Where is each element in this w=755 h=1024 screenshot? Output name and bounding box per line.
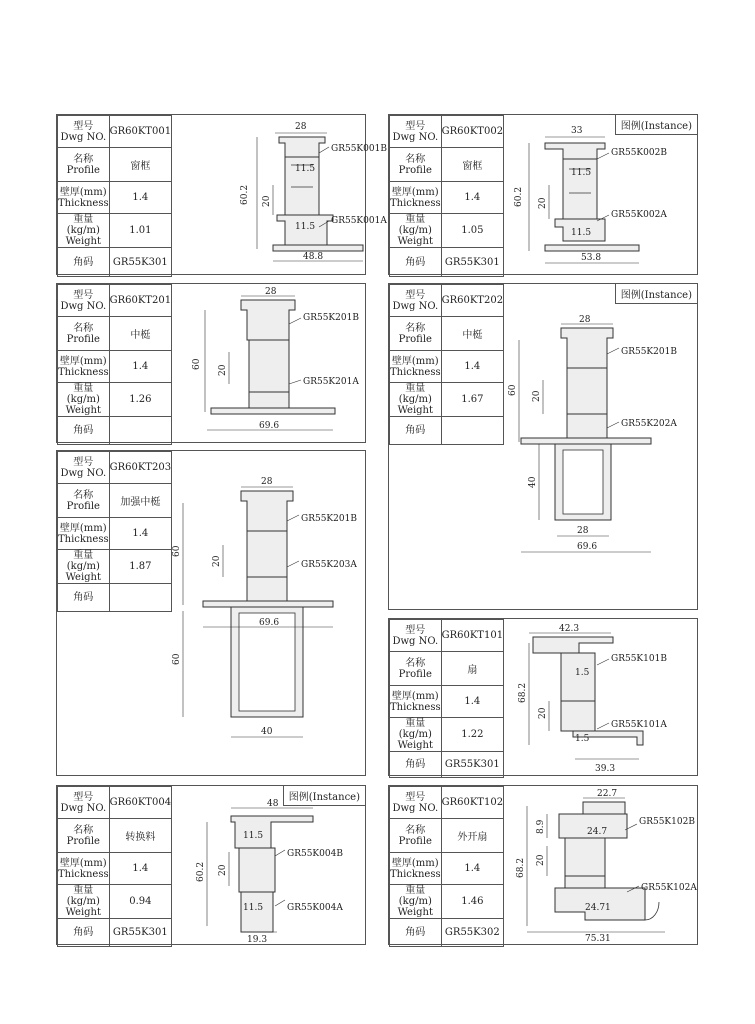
profile-drawing: [499, 786, 699, 946]
svg-text:11.5: 11.5: [243, 831, 264, 841]
profile-name: 窗框: [441, 148, 503, 182]
svg-text:60: 60: [172, 653, 182, 665]
dwg-number: GR60KT201: [109, 285, 171, 317]
profile-drawing: [499, 619, 699, 777]
thickness-value: 1.4: [109, 518, 171, 550]
weight-value: 1.87: [109, 550, 171, 584]
svg-text:28: 28: [295, 122, 307, 132]
svg-text:60: 60: [172, 545, 182, 557]
svg-text:20: 20: [262, 195, 272, 207]
svg-text:69.6: 69.6: [259, 618, 280, 628]
svg-text:GR55K002A: GR55K002A: [611, 210, 667, 220]
spec-table: 型号 Dwg NO. GR60KT101 名称 Profile 扇 壁厚(mm) Thickness 1.4 重量(kg/m) Weight 1.22 角码 GR55K301: [389, 619, 504, 778]
spec-table: 型号 Dwg NO. GR60KT102 名称 Profile 外开扇 壁厚(mm) Thickness 1.4 重量(kg/m) Weight 1.46 角码 GR55K302: [389, 786, 504, 947]
spec-table: 型号 Dwg NO. GR60KT203 名称 Profile 加强中梃 壁厚(mm) Thickness 1.4 重量(kg/m) Weight 1.87 角码: [57, 451, 172, 612]
svg-text:8.9: 8.9: [536, 819, 546, 834]
svg-text:GR55K201B: GR55K201B: [303, 313, 359, 323]
svg-text:20: 20: [212, 555, 222, 567]
weight-value: 1.67: [441, 383, 503, 417]
spec-table: 型号 Dwg NO. GR60KT202 名称 Profile 中梃 壁厚(mm) Thickness 1.4 重量(kg/m) Weight 1.67 角码: [389, 284, 504, 445]
dwg-number: GR60KT203: [109, 452, 171, 484]
svg-text:GR55K102B: GR55K102B: [639, 817, 695, 827]
svg-text:68.2: 68.2: [518, 682, 528, 703]
dwg-number: GR60KT202: [441, 285, 503, 317]
profile-name: 外开扇: [441, 819, 503, 853]
svg-text:22.7: 22.7: [597, 789, 618, 799]
svg-text:GR55K201B: GR55K201B: [301, 514, 357, 524]
profile-name: 中梃: [109, 317, 171, 351]
corner-value: GR55K301: [441, 752, 503, 778]
profile-drawing: [509, 115, 699, 275]
weight-value: 1.22: [441, 718, 503, 752]
thickness-value: 1.4: [441, 853, 503, 885]
spec-card-gr60kt101: [388, 618, 698, 776]
weight-value: 1.05: [441, 214, 503, 248]
svg-text:33: 33: [571, 126, 583, 136]
thickness-value: 1.4: [441, 351, 503, 383]
profile-drawing: [177, 284, 367, 444]
profile-drawing: [499, 284, 699, 610]
thickness-value: 1.4: [441, 686, 503, 718]
corner-value: GR55K301: [441, 248, 503, 277]
svg-text:GR55K004A: GR55K004A: [287, 903, 343, 913]
instance-badge: 图例(Instance): [615, 115, 697, 135]
svg-text:48.8: 48.8: [303, 252, 324, 262]
svg-text:20: 20: [538, 707, 548, 719]
spec-card-gr60kt002: [388, 114, 698, 275]
svg-text:60: 60: [192, 358, 202, 370]
svg-text:1.5: 1.5: [575, 668, 590, 678]
profile-name: 转换料: [109, 819, 171, 853]
svg-text:11.5: 11.5: [571, 228, 592, 238]
svg-text:11.5: 11.5: [571, 168, 592, 178]
svg-text:69.6: 69.6: [577, 542, 598, 552]
profile-name: 加强中梃: [109, 484, 171, 518]
profile-drawing: [177, 786, 367, 946]
svg-text:GR55K001B: GR55K001B: [331, 144, 387, 154]
profile-name: 窗框: [109, 148, 171, 182]
svg-text:GR55K101A: GR55K101A: [611, 720, 667, 730]
svg-text:20: 20: [218, 364, 228, 376]
spec-table: 型号 Dwg NO. GR60KT002 名称 Profile 窗框 壁厚(mm) Thickness 1.4 重量(kg/m) Weight 1.05 角码 GR55K301: [389, 115, 504, 277]
spec-table: 型号 Dwg NO. GR60KT004 名称 Profile 转换料 壁厚(mm) Thickness 1.4 重量(kg/m) Weight 0.94 角码 GR55K301: [57, 786, 172, 947]
svg-text:39.3: 39.3: [595, 764, 616, 774]
corner-value: GR55K301: [109, 248, 171, 277]
corner-value: GR55K302: [441, 919, 503, 947]
svg-text:GR55K002B: GR55K002B: [611, 148, 667, 158]
instance-badge: 图例(Instance): [615, 284, 697, 304]
svg-text:24.7: 24.7: [587, 827, 608, 837]
svg-text:GR55K001A: GR55K001A: [331, 216, 387, 226]
svg-text:75.31: 75.31: [585, 934, 611, 944]
spec-card-gr60kt201: [56, 283, 366, 443]
svg-text:60: 60: [508, 384, 518, 396]
svg-text:GR55K201A: GR55K201A: [303, 377, 359, 387]
spec-table: 型号 Dwg NO. GR60KT201 名称 Profile 中梃 壁厚(mm) Thickness 1.4 重量(kg/m) Weight 1.26 角码: [57, 284, 172, 445]
svg-text:GR55K201B: GR55K201B: [621, 347, 677, 357]
svg-text:11.5: 11.5: [295, 222, 316, 232]
spec-table: 型号 Dwg NO. GR60KT001 名称 Profile 窗框 壁厚(mm) Thickness 1.4 重量(kg/m) Weight 1.01 角码 GR55K301: [57, 115, 172, 277]
spec-card-gr60kt102: [388, 785, 698, 945]
svg-text:20: 20: [532, 390, 542, 402]
svg-text:GR55K202A: GR55K202A: [621, 419, 677, 429]
corner-value: GR55K301: [109, 919, 171, 947]
weight-value: 1.01: [109, 214, 171, 248]
svg-text:42.3: 42.3: [559, 624, 580, 634]
corner-value: [109, 584, 171, 612]
svg-text:53.8: 53.8: [581, 253, 602, 263]
spec-card-gr60kt004: [56, 785, 366, 945]
svg-text:19.3: 19.3: [247, 935, 268, 945]
dwg-number: GR60KT001: [109, 116, 171, 148]
svg-text:11.5: 11.5: [295, 164, 316, 174]
profile-name: 中梃: [441, 317, 503, 351]
weight-value: 0.94: [109, 885, 171, 919]
profile-name: 扇: [441, 652, 503, 686]
weight-value: 1.26: [109, 383, 171, 417]
svg-text:69.6: 69.6: [259, 421, 280, 431]
svg-text:GR55K102A: GR55K102A: [641, 883, 697, 893]
thickness-value: 1.4: [441, 182, 503, 214]
svg-text:60.2: 60.2: [240, 184, 250, 205]
corner-value: [441, 417, 503, 445]
thickness-value: 1.4: [109, 182, 171, 214]
svg-text:28: 28: [261, 477, 273, 487]
svg-text:GR55K004B: GR55K004B: [287, 849, 343, 859]
svg-text:28: 28: [579, 315, 591, 325]
svg-text:11.5: 11.5: [243, 903, 264, 913]
svg-text:20: 20: [536, 854, 546, 866]
dwg-number: GR60KT102: [441, 787, 503, 819]
svg-text:1.5: 1.5: [575, 734, 590, 744]
svg-text:20: 20: [218, 864, 228, 876]
svg-text:28: 28: [577, 526, 589, 536]
svg-text:GR55K101B: GR55K101B: [611, 654, 667, 664]
svg-text:24.71: 24.71: [585, 903, 611, 913]
dwg-number: GR60KT004: [109, 787, 171, 819]
svg-text:48: 48: [267, 799, 279, 809]
svg-text:40: 40: [528, 476, 538, 488]
dwg-number: GR60KT002: [441, 116, 503, 148]
profile-drawing: [167, 451, 367, 777]
weight-value: 1.46: [441, 885, 503, 919]
spec-card-gr60kt202: [388, 283, 698, 610]
svg-text:60.2: 60.2: [514, 186, 524, 207]
profile-drawing: [177, 115, 387, 275]
spec-card-gr60kt001: [56, 114, 387, 275]
svg-text:28: 28: [265, 287, 277, 297]
svg-text:GR55K203A: GR55K203A: [301, 560, 357, 570]
svg-text:60.2: 60.2: [196, 861, 206, 882]
thickness-value: 1.4: [109, 351, 171, 383]
svg-text:40: 40: [261, 727, 273, 737]
dwg-number: GR60KT101: [441, 620, 503, 652]
spec-card-gr60kt203: [56, 450, 366, 776]
corner-value: [109, 417, 171, 445]
instance-badge: 图例(Instance): [283, 786, 365, 806]
thickness-value: 1.4: [109, 853, 171, 885]
svg-text:20: 20: [538, 197, 548, 209]
svg-text:68.2: 68.2: [516, 857, 526, 878]
